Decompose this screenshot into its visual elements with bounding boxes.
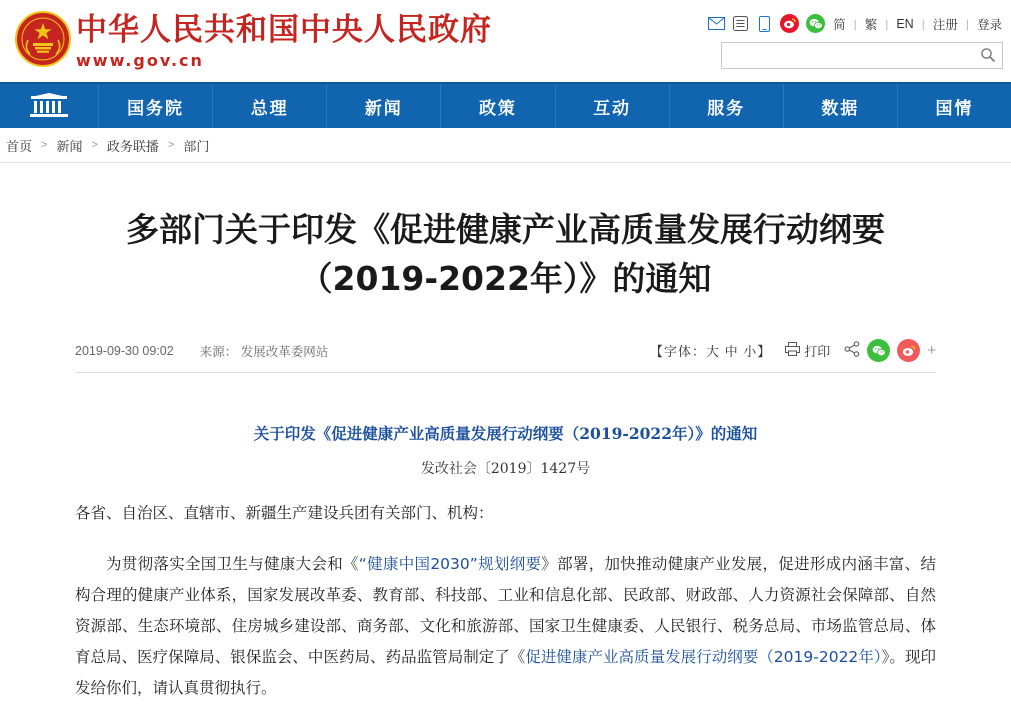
weibo-share-icon[interactable]: [897, 339, 920, 362]
article-date: 2019-09-30 09:02: [75, 343, 174, 358]
share-icon[interactable]: [844, 341, 860, 360]
mobile-icon[interactable]: [756, 15, 773, 32]
breadcrumb: [0, 128, 1011, 163]
gov-house-icon[interactable]: [0, 84, 99, 128]
top-utility-bar: [708, 14, 1003, 33]
article: [0, 163, 1011, 704]
search-icon[interactable]: [978, 46, 998, 66]
breadcrumb-item-zhengwulianbo[interactable]: 政务联播: [106, 138, 159, 154]
article-meta-left: [75, 342, 328, 360]
login-link[interactable]: 登录: [976, 17, 1002, 32]
para1-link-2[interactable]: 促进健康产业高质量发展行动纲要（2019-2022年）: [525, 648, 882, 666]
site-brand[interactable]: [76, 12, 492, 70]
share-icons: [844, 339, 936, 362]
breadcrumb-item-news[interactable]: 新闻: [56, 138, 83, 154]
document-paragraph-1: [75, 549, 936, 704]
para1-post: 》。现印发给你们，请认真贯彻执行。: [75, 648, 936, 697]
weibo-icon[interactable]: [780, 14, 799, 33]
separator-4: |: [965, 16, 969, 31]
nav-item-zhengce[interactable]: 政策: [441, 84, 555, 128]
separator-2: |: [885, 16, 889, 31]
mail-icon[interactable]: [708, 15, 725, 32]
site-title: 中华人民共和国中央人民政府: [76, 12, 492, 48]
lang-simplified-link[interactable]: 简: [833, 17, 846, 32]
document-number: 发改社会〔2019〕1427号: [420, 461, 591, 477]
rss-icon[interactable]: [732, 15, 749, 32]
nav-item-hudong[interactable]: 互动: [556, 84, 670, 128]
national-emblem-icon: [14, 10, 72, 68]
lang-traditional-link[interactable]: 繁: [864, 17, 878, 32]
breadcrumb-sep-1: >: [41, 139, 48, 151]
nav-item-xinwen[interactable]: 新闻: [327, 84, 441, 128]
print-label: 打印: [804, 344, 831, 359]
nav-item-guowuyuan[interactable]: 国务院: [99, 84, 213, 128]
breadcrumb-sep-2: >: [91, 139, 98, 151]
wechat-icon[interactable]: [806, 14, 825, 33]
wechat-share-icon[interactable]: [867, 339, 890, 362]
breadcrumb-item-home[interactable]: 首页: [6, 138, 33, 154]
site-url: www.gov.cn: [76, 51, 204, 70]
breadcrumb-sep-3: >: [167, 139, 175, 151]
article-source-label: 来源：: [199, 344, 238, 359]
article-body: [55, 421, 956, 704]
para1-mid: 》部署，加快推动健康产业发展，促进形成内涵丰富、结构合理的健康产业体系，国家发展改革委、教育部、科技部、工业和信息化部、民政部、财政部、人力资源社会保障部、自然资源部、生态环境部、住房城乡建设部、商务部、文化和旅游部、国家卫生健康委、人民银行、税务总局、市场监管总局、体育总局、医疗保障局、银保监会、中医药局、药品监管局制定了《: [75, 555, 936, 666]
search-box: [721, 42, 1003, 69]
main-nav: [0, 82, 1011, 128]
lang-english-link[interactable]: EN: [896, 16, 914, 31]
document-recipients: 各省、自治区、直辖市、新疆生产建设兵团有关部门、机构：: [75, 504, 494, 522]
document-title: 关于印发《促进健康产业高质量发展行动纲要（2019-2022年）》的通知: [253, 424, 758, 443]
separator-1: |: [853, 16, 857, 31]
article-meta-bar: [75, 339, 936, 373]
nav-item-zongli[interactable]: 总理: [213, 84, 327, 128]
breadcrumb-item-bumen[interactable]: 部门: [183, 138, 210, 154]
printer-icon: [785, 342, 800, 359]
font-size-control[interactable]: 【字体：大 中 小】: [649, 344, 772, 359]
para1-pre: 为贯彻落实全国卫生与健康大会和《: [106, 555, 359, 573]
para1-link-1[interactable]: “健康中国2030”规划纲要: [358, 555, 542, 573]
separator-3: |: [921, 16, 925, 31]
search-input[interactable]: [722, 43, 974, 68]
print-button[interactable]: [785, 341, 830, 360]
nav-item-guoqing[interactable]: 国情: [935, 98, 974, 119]
nav-item-fuwu[interactable]: 服务: [670, 84, 784, 128]
article-source-name[interactable]: 发展改革委网站: [240, 344, 329, 359]
site-header: [0, 0, 1011, 82]
share-more-button[interactable]: +: [927, 342, 936, 359]
nav-item-shuju[interactable]: 数据: [784, 84, 898, 128]
register-link[interactable]: 注册: [932, 17, 958, 32]
article-meta-right: [650, 339, 936, 362]
page-title: 多部门关于印发《促进健康产业高质量发展行动纲要（2019-2022年）》的通知: [126, 210, 885, 298]
